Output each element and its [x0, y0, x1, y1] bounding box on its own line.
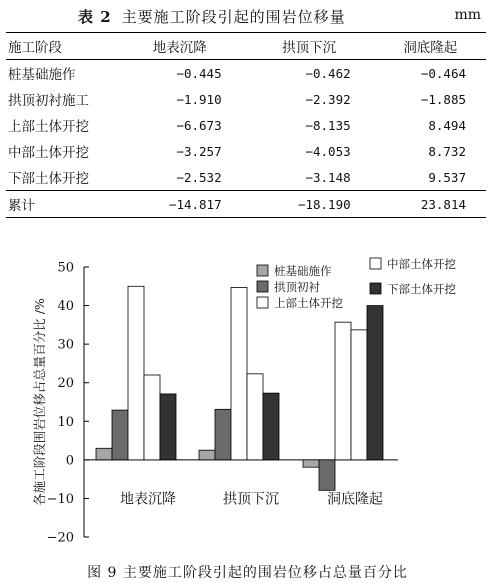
header-invert: 洞底隆起 [403, 40, 458, 56]
bar [231, 287, 247, 459]
legend-swatch [370, 283, 381, 294]
table-title [78, 6, 346, 27]
legend-swatch [257, 265, 268, 276]
invert-cell: 8.494 [428, 117, 466, 133]
surface-cell: −6.673 [176, 117, 222, 133]
bar [367, 306, 383, 460]
bar [96, 448, 112, 460]
stage-cell: 拱顶初衬施工 [8, 93, 89, 109]
legend-label: 上部土体开挖 [274, 296, 343, 310]
category-label: 地表沉降 [120, 491, 176, 508]
surface-cell: −2.532 [176, 169, 222, 185]
stage-cell: 中部土体开挖 [8, 145, 89, 161]
y-axis-title: 各施工阶段围岩位移占总量百分比 /% [32, 298, 47, 506]
bar [199, 450, 215, 460]
legend-swatch [257, 281, 268, 292]
legend-swatch [257, 297, 268, 308]
table-header-row [6, 33, 486, 60]
y-tick-label: 40 [57, 299, 74, 315]
y-tick-label: 0 [65, 453, 74, 469]
stage-cell: 累计 [8, 198, 35, 214]
displacement-table [6, 32, 486, 218]
stage-cell: 下部土体开挖 [8, 171, 89, 187]
invert-cell: 9.537 [428, 169, 466, 185]
bar [144, 375, 160, 460]
bar [319, 460, 335, 490]
stage-cell: 桩基础施作 [8, 67, 76, 83]
invert-cell: −1.885 [420, 91, 466, 107]
crown-cell: −4.053 [305, 143, 351, 159]
legend-swatch [370, 258, 381, 269]
bar [335, 322, 351, 460]
invert-cell: 8.732 [428, 143, 466, 159]
bar [263, 393, 279, 460]
category-label: 拱顶下沉 [223, 491, 279, 508]
crown-cell: −3.148 [305, 169, 351, 185]
invert-cell: 23.814 [420, 196, 466, 212]
table-row [6, 60, 486, 87]
table-row [6, 86, 486, 112]
category-label: 洞底隆起 [327, 491, 383, 508]
header-surface: 地表沉降 [152, 40, 207, 56]
legend-label: 下部土体开挖 [387, 282, 456, 296]
crown-cell: −2.392 [305, 91, 351, 107]
header-crown: 拱顶下沉 [282, 40, 337, 56]
header-stage: 施工阶段 [8, 40, 62, 56]
table-label: 表 2 [78, 8, 112, 26]
bar [128, 286, 144, 460]
bar [247, 374, 263, 460]
percentage-bar-chart [0, 250, 495, 555]
table-title-text: 主要施工阶段引起的围岩位移量 [121, 8, 346, 26]
bar [303, 460, 319, 467]
invert-cell: −0.464 [420, 65, 466, 81]
table-row [6, 138, 486, 164]
surface-cell: −3.257 [176, 143, 222, 159]
y-tick-label: 30 [57, 337, 74, 353]
table-row [6, 112, 486, 138]
surface-cell: −0.445 [176, 65, 222, 81]
crown-cell: −8.135 [305, 117, 351, 133]
y-tick-label: 10 [57, 414, 74, 430]
surface-cell: −1.910 [176, 91, 222, 107]
crown-cell: −0.462 [305, 65, 351, 81]
legend-label: 桩基础施作 [274, 264, 332, 278]
table-row [6, 164, 486, 191]
stage-cell: 上部土体开挖 [8, 119, 89, 135]
bar [160, 394, 176, 460]
y-tick-label: −10 [46, 491, 74, 507]
table-unit: mm [454, 7, 481, 23]
legend-label: 拱顶初衬 [274, 280, 320, 294]
y-tick-label: 20 [57, 376, 74, 392]
y-tick-label: −20 [46, 530, 74, 546]
table-caption [0, 6, 495, 28]
figure-caption: 图 9 主要施工阶段引起的围岩位移占总量百分比 [87, 565, 408, 581]
bar [351, 330, 367, 460]
table-total-row [6, 191, 486, 218]
bar [112, 410, 128, 460]
surface-cell: −14.817 [168, 196, 222, 212]
legend-label: 中部土体开挖 [387, 257, 456, 271]
crown-cell: −18.190 [297, 196, 351, 212]
y-tick-label: 50 [57, 260, 74, 276]
bar [215, 409, 231, 460]
